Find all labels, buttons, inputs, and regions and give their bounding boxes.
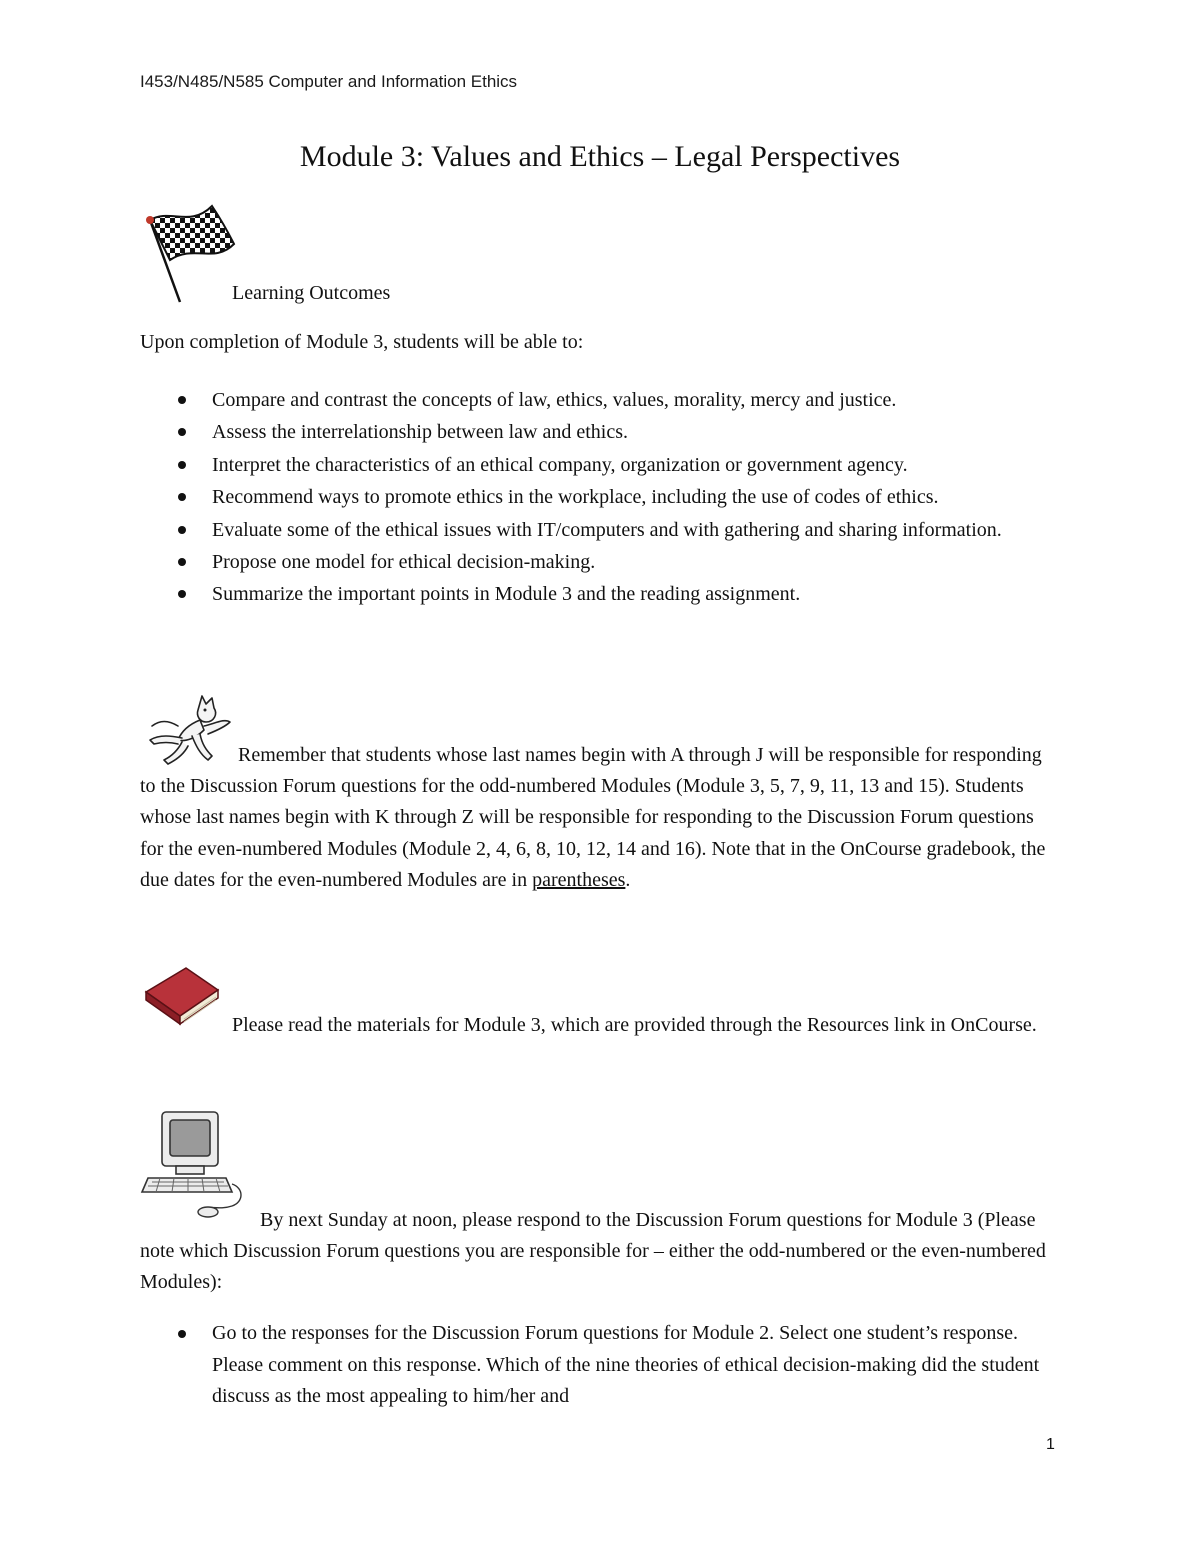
running-header: I453/N485/N585 Computer and Information Ethics	[140, 72, 518, 91]
list-item: Summarize the important points in Module 3 and the reading assignment.	[140, 578, 1060, 610]
list-item: Interpret the characteristics of an ethical company, organization or government agency.	[140, 449, 1060, 481]
bullet-icon	[178, 493, 186, 501]
bullet-icon	[178, 558, 186, 566]
outcomes-intro: Upon completion of Module 3, students will be able to:	[140, 331, 584, 353]
reminder-paragraph: Remember that students whose last names begin with A through J will be responsible for responding to the Discussion Forum questions for the odd-numbered Modules (Module 3, 5, 7, 9, 11, 13 and 15). Students whose last names begin with K through Z will be responsible for responding to the Discussion Forum questions for the even-numbered Modules (Module 2, 4, 6, 8, 10, 12, 14 and 16). Note that in the OnCourse gradebook, the due dates for the even-numbered Modules are in parentheses.	[140, 744, 1046, 891]
bullet-icon	[178, 1330, 186, 1338]
checkered-flag-icon	[140, 198, 240, 306]
bullet-icon	[178, 396, 186, 404]
bullet-icon	[178, 526, 186, 534]
learning-outcomes-list	[140, 384, 1060, 611]
reading-paragraph: Please read the materials for Module 3, which are provided through the Resources link in OnCourse.	[232, 1014, 1037, 1036]
parentheses-underlined: parentheses	[532, 868, 626, 891]
discussion-list	[140, 1318, 1060, 1413]
list-item: Go to the responses for the Discussion Forum questions for Module 2. Select one student’s response. Please comment on this response. Which of the nine theories of ethical decision-making did the student discuss as the most appealing to him/her and	[140, 1318, 1060, 1413]
page-title: Module 3: Values and Ethics – Legal Perspectives	[299, 140, 901, 173]
list-item: Compare and contrast the concepts of law, ethics, values, morality, mercy and justice.	[140, 384, 1060, 416]
page-number: 1	[1046, 1436, 1055, 1453]
list-item: Evaluate some of the ethical issues with IT/computers and with gathering and sharing information.	[140, 514, 1060, 546]
bullet-icon	[178, 461, 186, 469]
computer-icon	[140, 1108, 248, 1220]
discussion-paragraph: By next Sunday at noon, please respond to the Discussion Forum questions for Module 3 (Please note which Discussion Forum questions you are responsible for – either the odd-numbered or the even-numbered Modules):	[140, 1209, 1046, 1294]
learning-outcomes-label: Learning Outcomes	[232, 282, 391, 304]
bullet-icon	[178, 428, 186, 436]
list-item: Propose one model for ethical decision-making.	[140, 546, 1060, 578]
bullet-icon	[178, 590, 186, 598]
list-item: Recommend ways to promote ethics in the workplace, including the use of codes of ethics.	[140, 481, 1060, 513]
list-item: Assess the interrelationship between law and ethics.	[140, 416, 1060, 448]
